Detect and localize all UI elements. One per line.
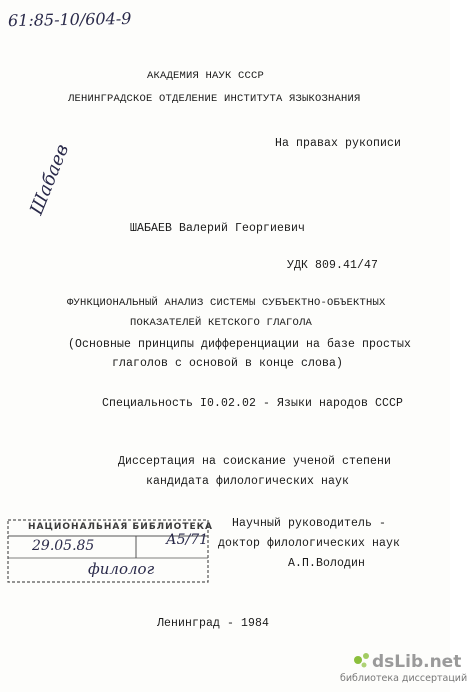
stamp-header: НАЦИОНАЛЬНАЯ БИБЛИОТЕКА bbox=[28, 522, 213, 532]
library-stamp bbox=[6, 518, 216, 584]
stamp-date-handwritten: 29.05.85 bbox=[32, 538, 95, 554]
city-year: Ленинград - 1984 bbox=[157, 617, 270, 630]
dissertation-line2: кандидата филологических наук bbox=[146, 475, 350, 488]
dslib-logo-graphic bbox=[350, 648, 462, 672]
dslib-logo-text: dsLib.net bbox=[372, 652, 462, 672]
watermark-subtitle: библиотека диссертаций bbox=[340, 673, 467, 684]
institute-name: ЛЕНИНГРАДСКОЕ ОТДЕЛЕНИЕ ИНСТИТУТА ЯЗЫКОЗНАНИЯ bbox=[68, 93, 361, 105]
specialty-line: Специальность I0.02.02 - Языки народов СССР bbox=[102, 397, 404, 410]
thesis-subtitle-line2: глаголов с основой в конце слова) bbox=[112, 357, 344, 370]
thesis-title-line2: ПОКАЗАТЕЛЕЙ КЕТСКОГО ГЛАГОЛА bbox=[130, 317, 313, 329]
manuscript-rights: На правах рукописи bbox=[275, 137, 402, 150]
academy-name: АКАДЕМИЯ НАУК СССР bbox=[147, 70, 265, 82]
archive-number-handwritten: 61:85-10/604-9 bbox=[7, 8, 132, 31]
stamp-dept-handwritten: филолог bbox=[88, 560, 155, 578]
supervisor-name: А.П.Володин bbox=[288, 557, 366, 570]
supervisor-label: Научный руководитель - bbox=[232, 517, 387, 530]
supervisor-degree: доктор филологических наук bbox=[218, 537, 401, 550]
thesis-title-line1: ФУНКЦИОНАЛЬНЫЙ АНАЛИЗ СИСТЕМЫ СУБЪЕКТНО-ОБЪЕКТНЫХ bbox=[67, 297, 386, 309]
udc-code: УДК 809.41/47 bbox=[287, 259, 379, 272]
author-signature: Шабаев bbox=[26, 141, 74, 218]
dissertation-line1: Диссертация на соискание ученой степени bbox=[118, 455, 392, 468]
author-name: ШАБАЕВ Валерий Георгиевич bbox=[130, 222, 306, 235]
thesis-subtitle-line1: (Основные принципы дифференциации на базе простых bbox=[68, 338, 412, 351]
dslib-logo bbox=[350, 648, 462, 672]
stamp-number-handwritten: А5/71 bbox=[166, 532, 209, 548]
